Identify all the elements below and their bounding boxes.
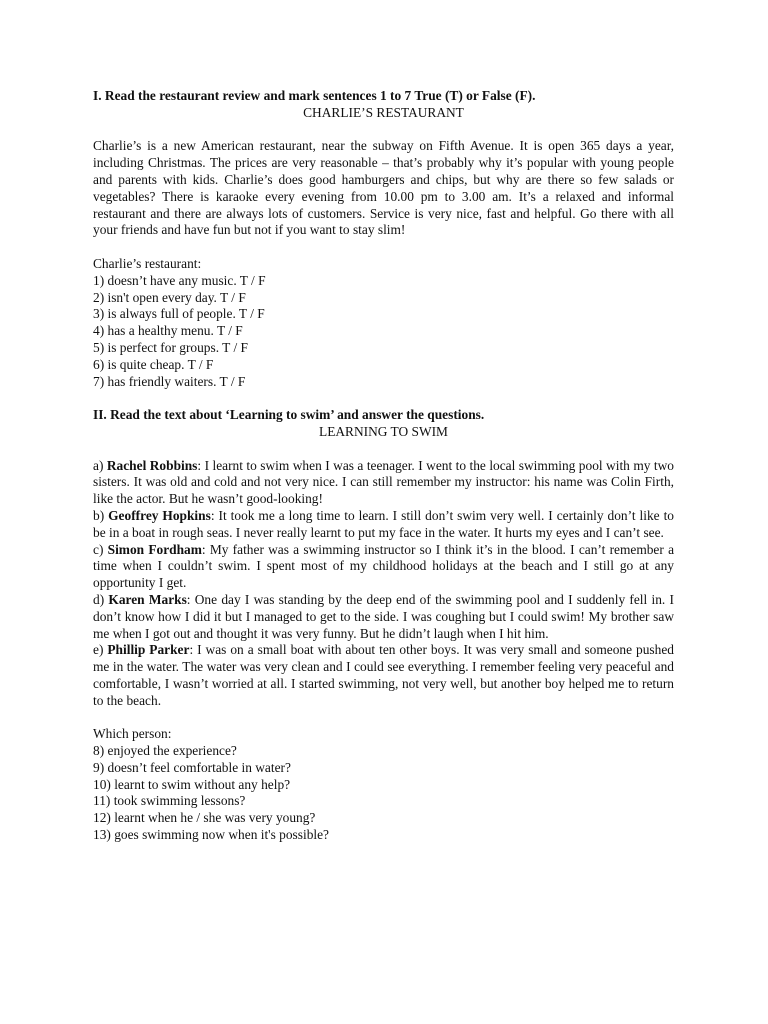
section2-heading: II. Read the text about ‘Learning to swim’ and answer the questions. [93, 407, 485, 423]
questions-intro: Which person: [93, 726, 172, 742]
section1-title: CHARLIE’S RESTAURANT [303, 104, 464, 120]
statement-item: 3) is always full of people. T / F [93, 306, 265, 322]
person-letter: e) [93, 642, 104, 658]
person-name: Rachel Robbins [106, 457, 198, 473]
person-letter: a) [93, 457, 104, 473]
restaurant-review-paragraph: Charlie’s is a new American restaurant, near the subway on Fifth Avenue. It is open 365 days a year, including Christmas. The prices are very reasonable – that’s probably why it’s popular with young people and parents with kids. Charlie’s does good hamburgers and chips, but why are there so few salads or vegetables? There is karaoke every evening from 10.00 pm to 3.00 am. It’s a relaxed and informal restaurant and there are always lots of customers. Service is very nice, fast and helpful. Go there with all your friends and have fun but not if you want to stay slim! [93, 138, 674, 238]
section1-heading: I. Read the restaurant review and mark sentences 1 to 7 True (T) or False (F). [93, 88, 536, 103]
statement-item: 1) doesn’t have any music. T / F [93, 272, 266, 288]
person-entry [93, 542, 674, 592]
statement-item: 2) isn't open every day. T / F [93, 289, 246, 305]
person-text: : It took me a long time to learn. I still don’t swim very well. I certainly don’t like to be in a boat in rough seas. I never really learnt to put my face in the water. It hurts my eyes and I can’t see. [93, 507, 674, 540]
person-letter: d) [93, 591, 105, 607]
person-letter: c) [93, 541, 104, 557]
document-page [93, 88, 674, 844]
person-name: Simon Fordham [107, 541, 202, 557]
person-text: : My father was a swimming instructor so I think it’s in the blood. I can’t remember a time when I couldn’t swim. I spent most of my childhood holidays at the beach and I still go at any opportunity I get. [93, 541, 675, 591]
question-item: 13) goes swimming now when it's possible? [93, 827, 329, 843]
question-item: 8) enjoyed the experience? [93, 743, 237, 759]
person-text: : I learnt to swim when I was a teenager. I went to the local swimming pool with my two sisters. It was old and cold and not very nice. I can still remember my instructor: his name was Colin Firth, like the actor. But he wasn’t good-looking! [93, 457, 674, 507]
statement-item: 4) has a healthy menu. T / F [93, 323, 243, 339]
question-item: 9) doesn’t feel comfortable in water? [93, 759, 291, 775]
question-item: 12) learnt when he / she was very young? [93, 810, 316, 826]
question-item: 11) took swimming lessons? [93, 793, 246, 809]
person-entry [93, 642, 674, 709]
statements-intro: Charlie’s restaurant: [93, 255, 202, 271]
person-entry [93, 508, 674, 542]
person-letter: b) [93, 507, 105, 523]
statement-item: 6) is quite cheap. T / F [93, 356, 214, 372]
section2-title: LEARNING TO SWIM [319, 423, 448, 439]
person-entry [93, 458, 674, 508]
person-name: Phillip Parker [107, 642, 190, 658]
statement-item: 7) has friendly waiters. T / F [93, 373, 246, 389]
person-name: Karen Marks [108, 591, 187, 607]
statement-item: 5) is perfect for groups. T / F [93, 339, 248, 355]
question-item: 10) learnt to swim without any help? [93, 776, 291, 792]
person-entry [93, 592, 674, 642]
person-text: : One day I was standing by the deep end of the swimming pool and I suddenly fell in. I don’t know how I did it but I managed to get to the side. I was coughing but I could swim! My brother saw me when I got out and thought it was very funny. But he didn’t laugh when I hit him. [93, 591, 674, 641]
person-name: Geoffrey Hopkins [108, 507, 211, 523]
person-text: : I was on a small boat with about ten other boys. It was very small and someone pushed me in the water. The water was very clean and I could see everything. I remember feeling very peaceful and comfortable, I wasn’t worried at all. I started swimming, not very well, but another boy helped me to return to the beach. [93, 642, 674, 708]
